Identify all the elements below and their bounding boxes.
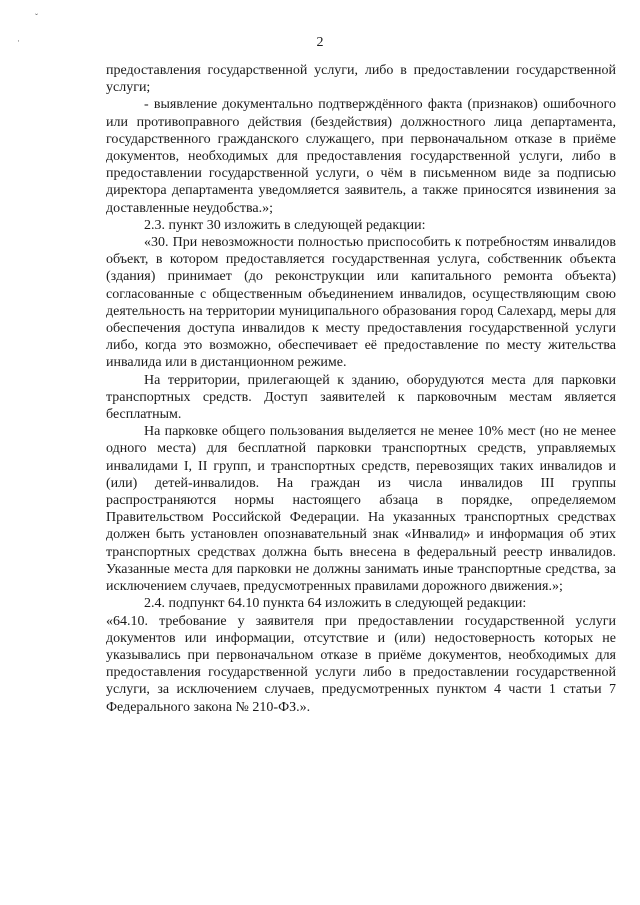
paragraph: 2.3. пункт 30 изложить в следующей редакции:: [144, 217, 426, 233]
paragraph: На парковке общего пользования выделяется не менее 10% мест (но не менее одного места) для бесплатной парковки транспортных средств, управляемых инвалидами I, II групп, и транспортных средств, перевозящих таких инвалидов и (или) детей-инвалидов. На граждан из числа инвалидов III группы распространяются нормы настоящего абзаца в порядке, определяемом Правительством Российской Федерации. На указанных транспортных средствах должен быть установлен опознавательный знак «Инвалид» и информация об этих транспортных средствах должна быть внесена в федеральный реестр инвалидов. Указанные места для парковки не должны занимать иные транспортные средства, за исключением случаев, предусмотренных правилами дорожного движения.»;: [106, 424, 616, 595]
paragraph: предоставления государственной услуги, либо в предоставлении государственной услуги;: [106, 63, 616, 96]
paragraph: 2.4. подпункт 64.10 пункта 64 изложить в следующей редакции:: [144, 596, 527, 612]
scan-mark-top: ˇ: [35, 12, 38, 22]
page-number: 2: [316, 35, 324, 50]
paragraph: «64.10. требование у заявителя при предоставлении государственной услуги документов или информации, отсутствие и (или) недостоверность которых не указывались при первоначальном отказе в приёме документов, необходимых для предоставления государственной услуги либо в предоставлении государственной услуги, за исключением случаев, предусмотренных пунктом 4 части 1 статьи 7 Федерального закона № 210-ФЗ.».: [106, 613, 616, 715]
paragraph: На территории, прилегающей к зданию, оборудуются места для парковки транспортных средств. Доступ заявителей к парковочным местам является бесплатным.: [106, 372, 616, 423]
document-body: [106, 62, 616, 716]
paragraph: - выявление документально подтверждённого факта (признаков) ошибочного или противоправного действия (бездействия) должностного лица департамента, государственного гражданского служащего, при первоначальном отказе в приёме документов, необходимых для предоставления государственной услуги, либо в предоставлении государственной услуги, о чём в письменном виде за подписью директора департамента уведомляется заявитель, а также приносятся извинения за доставленные неудобства.»;: [106, 97, 616, 216]
paragraph: «30. При невозможности полностью приспособить к потребностям инвалидов объект, в котором предоставляется государственная услуга, собственник объекта (здания) принимает (до реконструкции или капитального ремонта объекта) согласованные с общественным объединением инвалидов, осуществляющим свою деятельность на территории муниципального образования город Салехард, меры для обеспечения доступа инвалидов к месту предоставления государственной услуги либо, когда это возможно, обеспечивает её предоставление по месту жительства инвалида или в дистанционном режиме.: [106, 235, 616, 371]
scan-mark-dot: ·: [17, 36, 20, 46]
